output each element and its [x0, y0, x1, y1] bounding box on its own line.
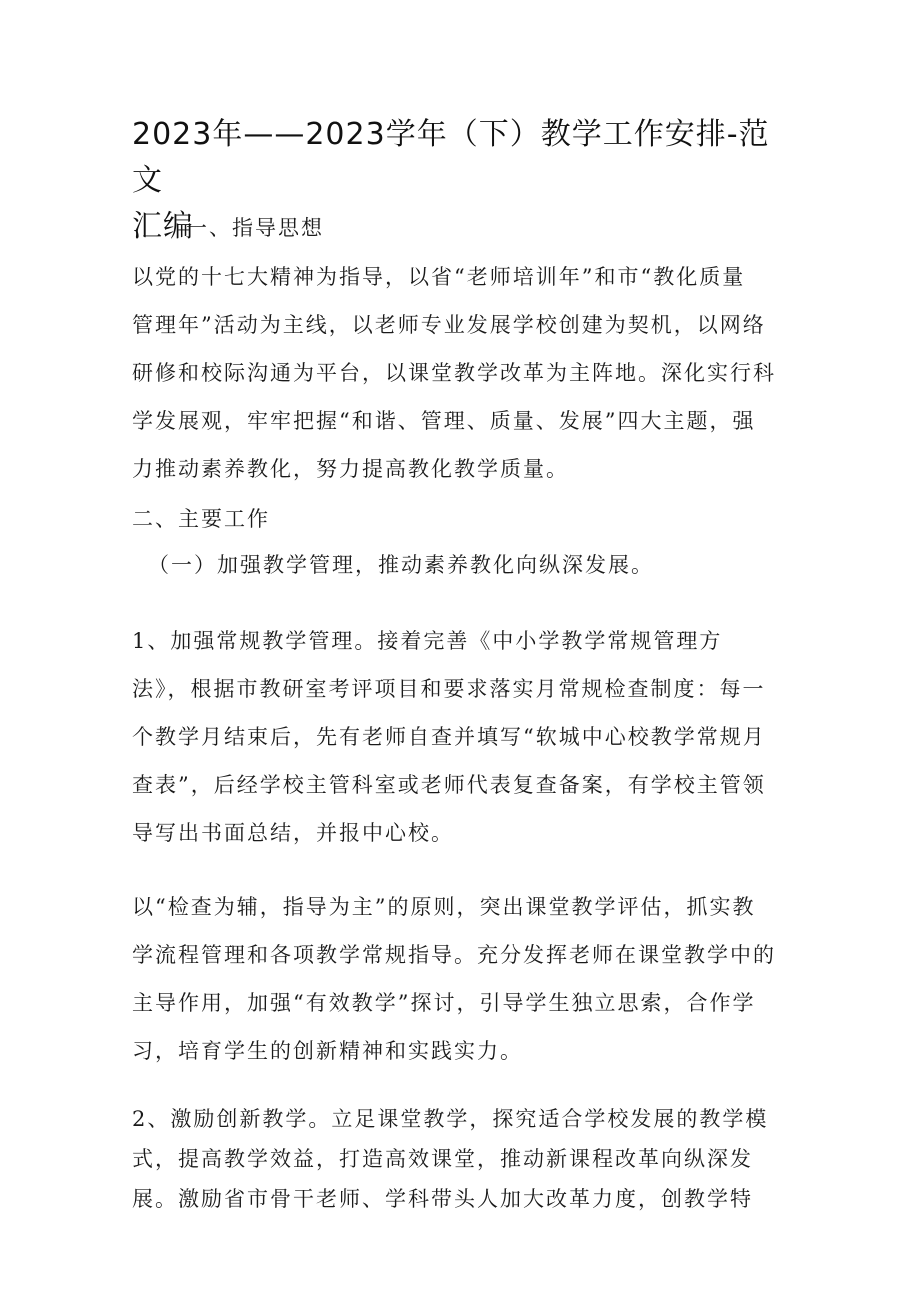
- paragraph-line: 力推动素养教化，努力提高教化教学质量。: [132, 457, 569, 481]
- section1-heading: 一、指导思想: [186, 216, 324, 240]
- paragraph-line: 展。激励省市骨干老师、学科带头人加大改革力度，创教学特: [132, 1187, 753, 1211]
- paragraph-line: 个教学月结束后，先有老师自查并填写“软城中心校教学常规月: [132, 725, 766, 749]
- paragraph-line: 学发展观，牢牢把握“和谐、管理、质量、发展”四大主题，强: [132, 409, 756, 433]
- principle-paragraph: [132, 883, 792, 1075]
- paragraph-line: 习，培育学生的创新精神和实践实力。: [132, 1039, 523, 1063]
- paragraph-line: 式，提高教学效益，打造高效课堂，推动新课程改革向纵深发: [132, 1147, 753, 1171]
- paragraph-line: 查表”，后经学校主管科室或老师代表复查备案，有学校主管领: [132, 773, 766, 797]
- section1-paragraph: [132, 253, 792, 493]
- paragraph-line: 2、激励创新教学。立足课堂教学，探究适合学校发展的教学模: [132, 1107, 769, 1131]
- section2-heading: 二、主要工作: [132, 507, 270, 531]
- paragraph-line: 法》，根据市教研室考评项目和要求落实月常规检查制度：每一: [132, 677, 766, 701]
- title-line-2: 汇编: [132, 209, 194, 244]
- section2-subheading: （一）加强教学管理，推动素养教化向纵深发展。: [148, 553, 654, 577]
- item1-paragraph: [132, 617, 792, 857]
- paragraph-line: 导写出书面总结，并报中心校。: [132, 821, 454, 845]
- paragraph-line: 学流程管理和各项教学常规指导。充分发挥老师在课堂教学中的: [132, 943, 776, 967]
- paragraph-line: 以“检查为辅，指导为主”的原则，突出课堂教学评估，抓实教: [132, 895, 756, 919]
- paragraph-line: 以党的十七大精神为指导，以省“老师培训年”和市“教化质量: [132, 265, 746, 289]
- paragraph-line: 管理年”活动为主线，以老师专业发展学校创建为契机，以网络: [132, 313, 766, 337]
- paragraph-line: 1、加强常规教学管理。接着完善《中小学教学常规管理方: [132, 629, 723, 653]
- title-line-1: 2023年——2023学年（下）教学工作安排-范文: [132, 117, 770, 198]
- item2-paragraph: [132, 1099, 792, 1219]
- paragraph-line: 主导作用，加强“有效教学”探讨，引导学生独立思索，合作学: [132, 991, 756, 1015]
- paragraph-line: 研修和校际沟通为平台，以课堂教学改革为主阵地。深化实行科: [132, 361, 776, 385]
